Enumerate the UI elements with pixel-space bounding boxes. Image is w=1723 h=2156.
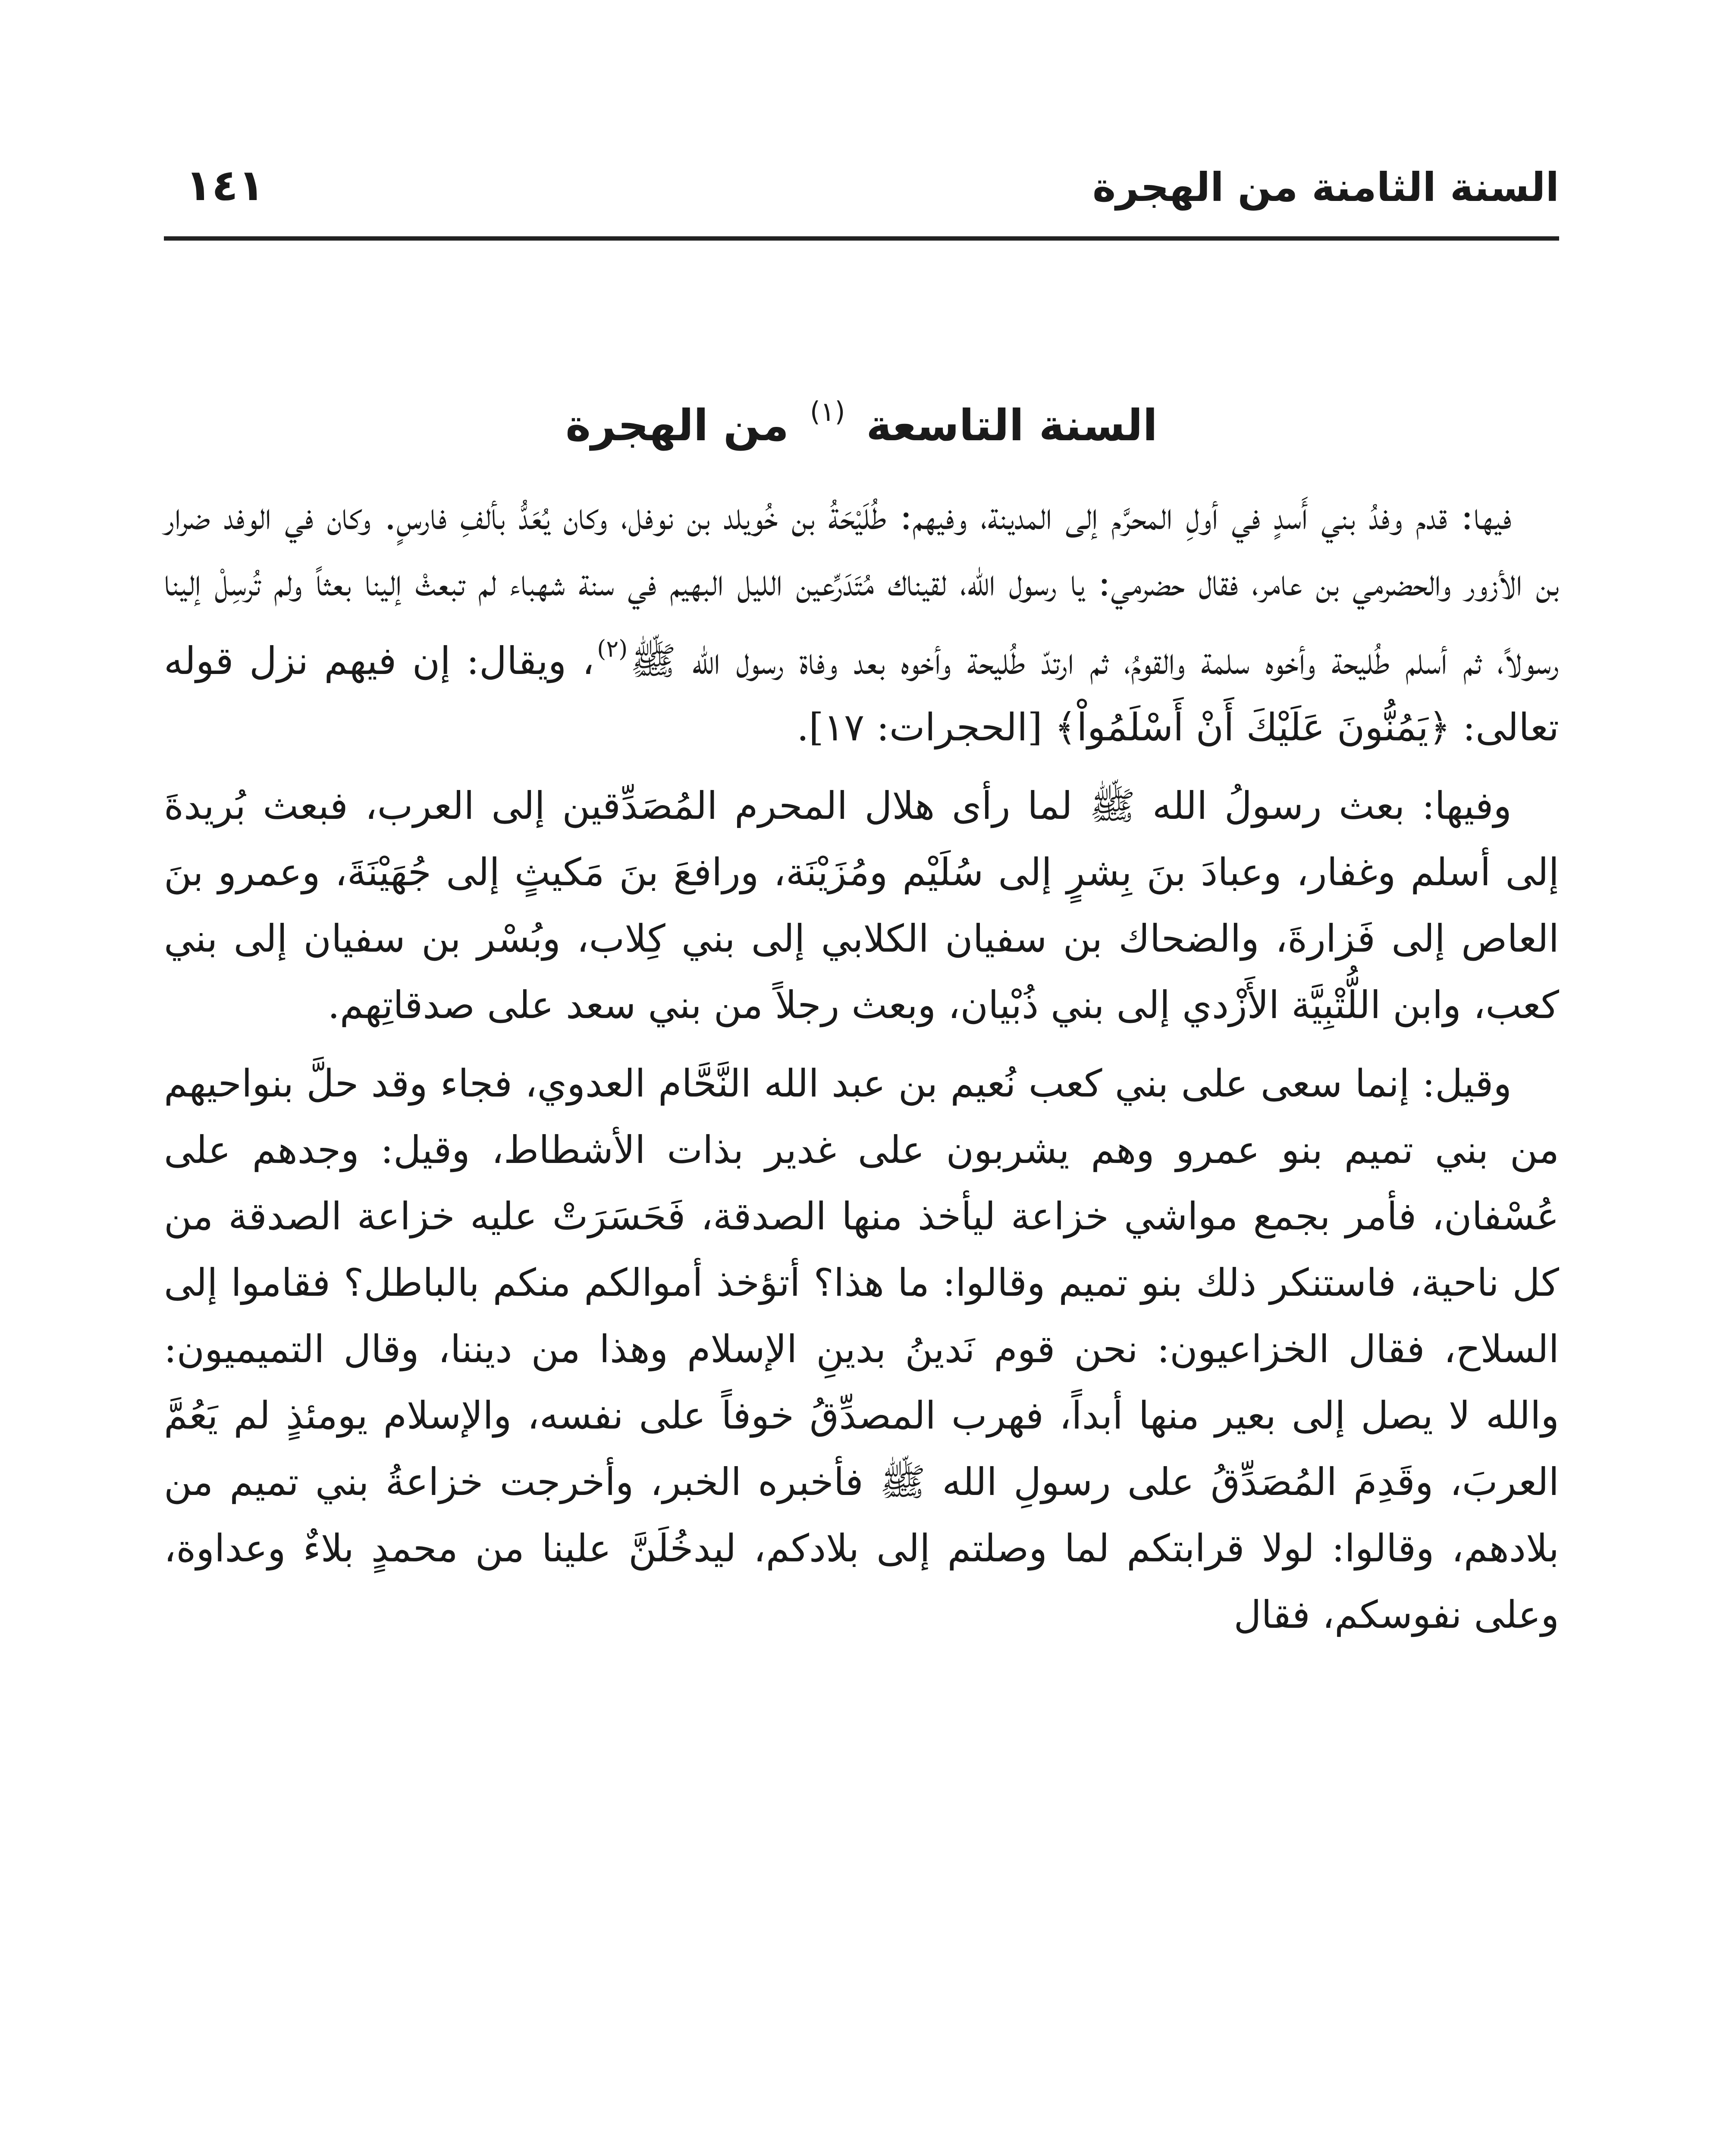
paragraph-1-text-a: فيها: قدم وفدُ بني أَسدٍ في أولِ المحرَّم إلى المدينة، وفيهم: طُلَيْحَةُ بن خُويلد بن نوفل، وكان يُعَدُّ بألفِ فارسٍ. وكان في الوفد ضرار بن الأزور والحضرمي بن عامر، فقال حضرمي: يا رسول الله، لقيناك مُتَدَرِّعين الليل البهيم في سنة شهباء لم تبعثْ إلينا بعثاً ولم تُرسِلْ إلينا رسولاً، ثم أسلم طُليحة وأخوه سلمة والقومُ، ثم ارتدّ طُليحة وأخوه بعد وفاة رسول الله ﷺ	[164, 494, 1560, 683]
heading-text-start: السنة التاسعة	[866, 400, 1158, 451]
paragraph-1-text-b: ، ويقال: إن فيهم نزل قوله تعالى: ﴿يَمُنُّونَ عَلَيْكَ أَنْ أَسْلَمُواْ﴾ [الحجرات: ١٧].	[164, 639, 1559, 749]
section-heading	[164, 384, 1559, 454]
running-header	[164, 155, 1559, 220]
paragraph-1	[164, 483, 1559, 761]
paragraph-1-footnote-ref: (٢)	[597, 635, 628, 662]
body-text	[164, 483, 1559, 1660]
heading-text-end: من الهجرة	[565, 400, 789, 451]
running-title: السنة الثامنة من الهجرة	[1092, 164, 1559, 210]
paragraph-3: وقيل: إنما سعى على بني كعب نُعيم بن عبد الله النَّحَّام العدوي، فجاء وقد حلَّ بنواحيهم من بني تميم بنو عمرو وهم يشربون على غدير بذات الأشطاط، وقيل: وجدهم على عُسْفان، فأمر بجمع مواشي خزاعة ليأخذ منها الصدقة، فَحَسَرَتْ عليه خزاعة الصدقة من كل ناحية، فاستنكر ذلك بنو تميم وقالوا: ما هذا؟ أتؤخذ أموالكم منكم بالباطل؟ فقاموا إلى السلاح، فقال الخزاعيون: نحن قوم نَدينُ بدينِ الإسلام وهذا من ديننا، وقال التميميون: والله لا يصل إلى بعير منها أبداً، فهرب المصدِّقُ خوفاً على نفسه، والإسلام يومئذٍ لم يَعُمَّ العربَ، وقَدِمَ المُصَدِّقُ على رسولِ الله ﷺ فأخبره الخبر، وأخرجت خزاعةُ بني تميم من بلادهم، وقالوا: لولا قرابتكم لما وصلتم إلى بلادكم، ليدخُلَنَّ علينا من محمدٍ بلاءٌ وعداوة، وعلى نفوسكم، فقال	[164, 1061, 1559, 1637]
paragraph-2: وفيها: بعث رسولُ الله ﷺ لما رأى هلال المحرم المُصَدِّقين إلى العرب، فبعث بُريدةَ إلى أسلم وغفار، وعبادَ بنَ بِشرٍ إلى سُلَيْم ومُزَيْنَة، ورافعَ بنَ مَكيثٍ إلى جُهَيْنَةَ، وعمرو بنَ العاص إلى فَزارةَ، والضحاك بن سفيان الكلابي إلى بني كِلاب، وبُسْر بن سفيان إلى بني كعب، وابن اللُّتْبِيَّة الأَزْدي إلى بني ذُبْيان، وبعث رجلاً من بني سعد على صدقاتِهم.	[164, 783, 1559, 1027]
page-number: ١٤١	[185, 160, 265, 210]
heading-footnote-ref: (١)	[810, 396, 845, 427]
header-divider	[164, 236, 1559, 241]
